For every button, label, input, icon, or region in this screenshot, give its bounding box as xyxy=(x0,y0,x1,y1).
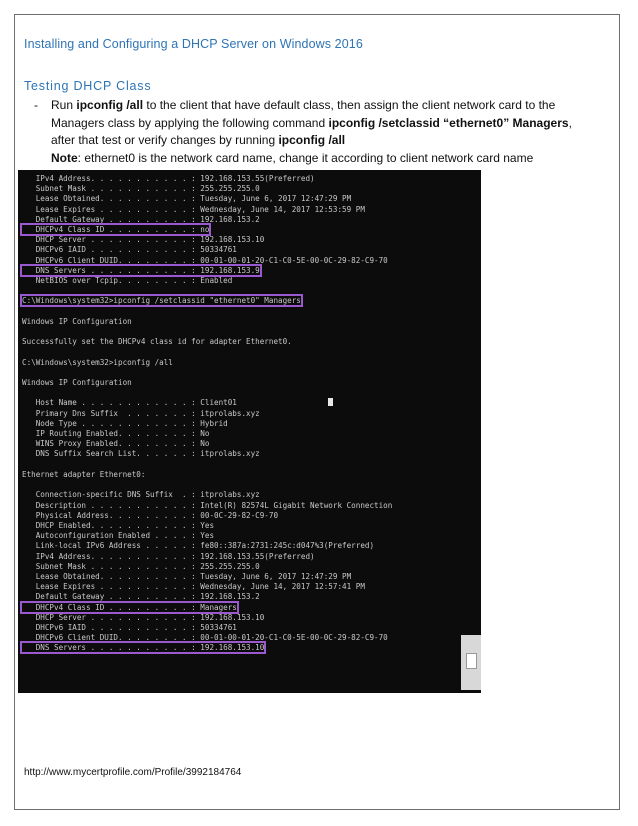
terminal-text: WINS Proxy Enabled. . . . . . . . : No xyxy=(22,439,210,449)
terminal-line xyxy=(22,378,481,388)
command-ipconfig-all-verify: ipconfig /all xyxy=(278,133,346,147)
terminal-text: Windows IP Configuration xyxy=(22,316,132,326)
command-ipconfig-all: ipconfig /all xyxy=(76,98,144,112)
terminal-line xyxy=(22,419,481,429)
terminal-line xyxy=(22,296,481,306)
highlighted-text: C:\Windows\system32>ipconfig /setclassid "ethernet0" Managers xyxy=(22,296,301,306)
terminal-line xyxy=(22,409,481,419)
terminal-line xyxy=(22,429,481,439)
terminal-text: Physical Address. . . . . . . . . : 00-0C-29-82-C9-70 xyxy=(22,510,279,520)
document-header-title: Installing and Configuring a DHCP Server on Windows 2016 xyxy=(24,37,363,51)
terminal-text xyxy=(22,327,27,336)
terminal-text: C:\Windows\system32>ipconfig /all xyxy=(22,357,173,367)
terminal-text: Subnet Mask . . . . . . . . . . . : 255.255.255.0 xyxy=(22,561,260,571)
highlighted-text: DHCPv4 Class ID . . . . . . . . . : Managers xyxy=(22,602,237,612)
terminal-line xyxy=(22,603,481,613)
terminal-text: DHCPv6 IAID . . . . . . . . . . . : 50334761 xyxy=(22,245,237,255)
terminal-text: DHCPv6 Client DUID. . . . . . . . : 00-01-00-01-20-C1-C0-5E-00-0C-29-82-C9-70 xyxy=(22,255,388,265)
terminal-line xyxy=(22,582,481,592)
terminal-text: DHCPv6 IAID . . . . . . . . . . . : 50334761 xyxy=(22,622,237,632)
terminal-text: DHCPv6 Client DUID. . . . . . . . : 00-01-00-01-20-C1-C0-5E-00-0C-29-82-C9-70 xyxy=(22,633,388,643)
terminal-line xyxy=(22,439,481,449)
terminal-line xyxy=(22,245,481,255)
terminal-text: Ethernet adapter Ethernet0: xyxy=(22,469,146,479)
terminal-line xyxy=(22,347,481,357)
terminal-line xyxy=(22,307,481,317)
terminal-text xyxy=(22,460,27,469)
terminal-line xyxy=(22,470,481,480)
terminal-text: IPv4 Address. . . . . . . . . . . : 192.168.153.55(Preferred) xyxy=(22,174,315,183)
terminal-line xyxy=(22,388,481,398)
command-prompt-screenshot xyxy=(18,170,481,693)
terminal-line xyxy=(22,521,481,531)
terminal-text: Subnet Mask . . . . . . . . . . . : 255.255.255.0 xyxy=(22,184,260,194)
terminal-line xyxy=(22,460,481,470)
terminal-line xyxy=(22,531,481,541)
terminal-text: Connection-specific DNS Suffix . : itprolabs.xyz xyxy=(22,490,260,500)
terminal-line xyxy=(22,327,481,337)
terminal-line xyxy=(22,194,481,204)
terminal-line xyxy=(22,572,481,582)
terminal-line xyxy=(22,174,481,184)
highlighted-text: DHCPv4 Class ID . . . . . . . . . : no xyxy=(22,225,210,235)
terminal-text: Primary Dns Suffix . . . . . . . : itprolabs.xyz xyxy=(22,408,260,418)
terminal-text xyxy=(22,347,27,356)
command-setclassid: ipconfig /setclassid “ethernet0” Managers xyxy=(328,115,569,130)
terminal-line xyxy=(22,256,481,266)
terminal-line xyxy=(22,205,481,215)
instruction-text-3: , after that test or verify changes by running xyxy=(51,115,572,147)
terminal-line xyxy=(22,592,481,602)
instruction-paragraph xyxy=(34,97,594,167)
terminal-line xyxy=(22,368,481,378)
terminal-line xyxy=(22,337,481,347)
terminal-line xyxy=(22,276,481,286)
terminal-line xyxy=(22,623,481,633)
instruction-text-2: to the client that have default class, then assign the client network card to the Managers class by applying the following command xyxy=(51,98,556,130)
terminal-text xyxy=(22,286,27,295)
terminal-line xyxy=(22,541,481,551)
bullet-dash: - xyxy=(34,98,38,112)
terminal-output xyxy=(18,170,481,654)
terminal-text: Windows IP Configuration xyxy=(22,378,132,388)
terminal-text: Lease Expires . . . . . . . . . . : Wednesday, June 14, 2017 12:57:41 PM xyxy=(22,582,365,592)
terminal-line xyxy=(22,449,481,459)
terminal-text: DHCP Enabled. . . . . . . . . . . : Yes xyxy=(22,520,215,530)
terminal-line xyxy=(22,562,481,572)
terminal-line xyxy=(22,358,481,368)
terminal-line xyxy=(22,266,481,276)
terminal-text: Lease Obtained. . . . . . . . . . : Tuesday, June 6, 2017 12:47:29 PM xyxy=(22,571,352,581)
terminal-text xyxy=(22,368,27,377)
terminal-line xyxy=(22,490,481,500)
terminal-line xyxy=(22,184,481,194)
note-label: Note xyxy=(51,150,78,165)
terminal-line xyxy=(22,501,481,511)
terminal-line xyxy=(22,480,481,490)
terminal-text: Autoconfiguration Enabled . . . . : Yes xyxy=(22,531,215,541)
terminal-text: Link-local IPv6 Address . . . . . : fe80::387a:2731:245c:d047%3(Preferred) xyxy=(22,541,375,551)
terminal-line xyxy=(22,552,481,562)
highlighted-text: DNS Servers . . . . . . . . . . . : 192.168.153.9 xyxy=(22,265,260,275)
terminal-text: Host Name . . . . . . . . . . . . : Client01 xyxy=(22,398,237,408)
note-text: : ethernet0 is the network card name, change it according to client network card name xyxy=(77,150,534,165)
note-line xyxy=(51,150,594,168)
terminal-text: Lease Obtained. . . . . . . . . . : Tuesday, June 6, 2017 12:47:29 PM xyxy=(22,194,352,204)
terminal-text: IP Routing Enabled. . . . . . . . : No xyxy=(22,429,210,439)
terminal-text: DHCP Server . . . . . . . . . . . : 192.168.153.10 xyxy=(22,612,265,622)
terminal-text: DHCP Server . . . . . . . . . . . : 192.168.153.10 xyxy=(22,235,265,245)
instruction-text-1: Run xyxy=(51,98,77,112)
terminal-line xyxy=(22,511,481,521)
terminal-text: Default Gateway . . . . . . . . . : 192.168.153.2 xyxy=(22,592,260,602)
highlighted-text: DNS Servers . . . . . . . . . . . : 192.168.153.10 xyxy=(22,643,265,653)
terminal-line xyxy=(22,235,481,245)
section-title: Testing DHCP Class xyxy=(24,79,152,93)
terminal-text: Default Gateway . . . . . . . . . : 192.168.153.2 xyxy=(22,214,260,224)
terminal-line xyxy=(22,643,481,653)
terminal-line xyxy=(22,225,481,235)
terminal-line xyxy=(22,215,481,225)
terminal-line xyxy=(22,398,481,408)
terminal-line xyxy=(22,286,481,296)
terminal-text: DNS Suffix Search List. . . . . . : itprolabs.xyz xyxy=(22,449,260,459)
terminal-text xyxy=(22,388,27,397)
terminal-text: Description . . . . . . . . . . . : Intel(R) 82574L Gigabit Network Connection xyxy=(22,500,393,510)
bullet-content xyxy=(51,97,594,167)
scrollbar-fragment xyxy=(461,635,481,690)
text-cursor-icon xyxy=(328,398,333,406)
terminal-text xyxy=(22,480,27,489)
terminal-text: Node Type . . . . . . . . . . . . : Hybrid xyxy=(22,418,228,428)
terminal-text: IPv4 Address. . . . . . . . . . . : 192.168.153.55(Preferred) xyxy=(22,551,315,561)
terminal-line xyxy=(22,317,481,327)
terminal-line xyxy=(22,633,481,643)
terminal-line xyxy=(22,613,481,623)
terminal-text xyxy=(22,307,27,316)
footer-url: http://www.mycertprofile.com/Profile/3992184764 xyxy=(24,767,242,778)
terminal-text: Successfully set the DHCPv4 class id for adapter Ethernet0. xyxy=(22,337,292,347)
terminal-text: NetBIOS over Tcpip. . . . . . . . : Enabled xyxy=(22,276,233,286)
terminal-text: Lease Expires . . . . . . . . . . : Wednesday, June 14, 2017 12:53:59 PM xyxy=(22,204,365,214)
